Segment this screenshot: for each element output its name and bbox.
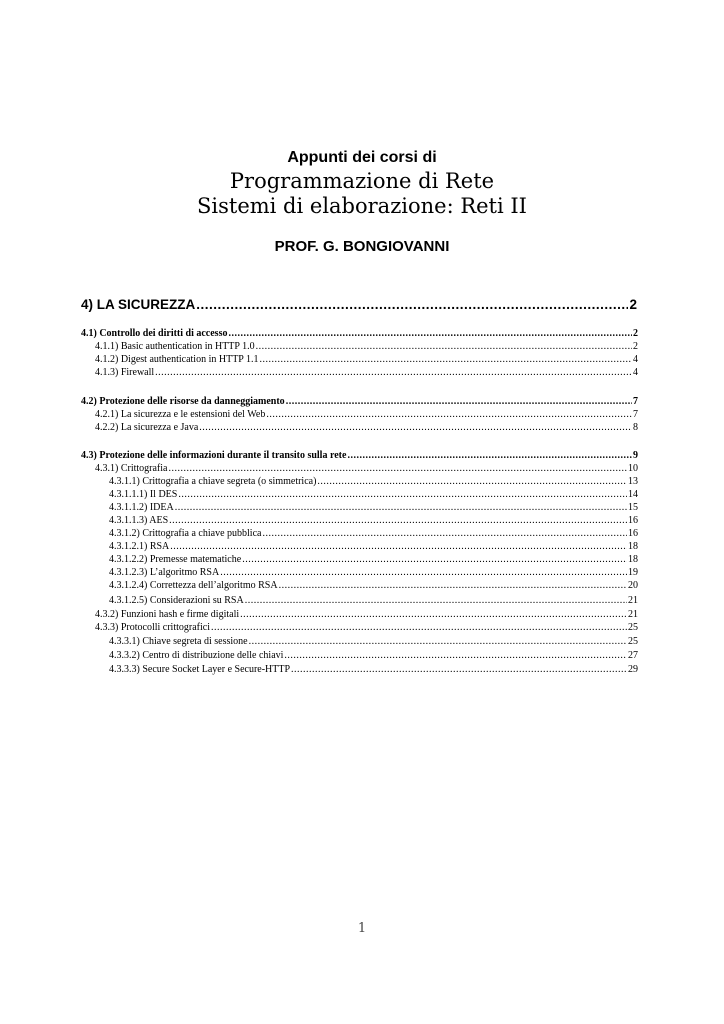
toc-entry-label: 4.3.3.3) Secure Socket Layer e Secure-HTTP [109,664,291,675]
toc-leader-dots [168,463,627,475]
toc-entry[interactable] [95,422,638,434]
toc-entry-page: 16 [628,515,638,526]
toc-leader-dots [266,409,632,421]
toc-entry-page: 29 [628,664,638,675]
toc-entry-page: 2 [629,297,637,312]
toc-leader-dots [220,567,627,579]
toc-entry[interactable] [109,664,638,676]
toc-entry-label: 4.3.1.2) Crittografia a chiave pubblica [109,528,262,539]
toc-entry-page: 18 [628,554,638,565]
toc-leader-dots [260,354,633,366]
toc-leader-dots [286,396,632,408]
toc-entry-page: 25 [628,622,638,633]
toc-leader-dots [249,636,627,648]
toc-entry-page: 19 [628,567,638,578]
toc-entry[interactable] [81,328,638,340]
toc-leader-dots [178,489,627,501]
toc-entry-page: 15 [628,502,638,513]
toc-entry-label: 4.2) Protezione delle risorse da danneggiamento [81,396,285,407]
toc-entry-page: 2 [633,328,638,339]
toc-entry-label: 4.3.1.1.3) AES [109,515,169,526]
toc-entry-label: 4.3.1.2.1) RSA [109,541,170,552]
toc-entry-page: 16 [628,528,638,539]
toc-leader-dots [284,650,627,662]
toc-leader-dots [175,502,627,514]
author-name: PROF. G. BONGIOVANNI [274,238,450,255]
toc-entry-page: 27 [628,650,638,661]
toc-entry-page: 9 [633,450,638,461]
toc-entry-label: 4.3.1.2.3) L’algoritmo RSA [109,567,220,578]
toc-entry-page: 7 [633,409,638,420]
toc-leader-dots [211,622,627,634]
toc-entry-page: 4 [633,354,638,365]
toc-entry-label: 4.3.2) Funzioni hash e firme digitali [95,609,240,620]
toc-entry-label: 4.1.3) Firewall [95,367,155,378]
toc-leader-dots [347,450,632,462]
toc-entry[interactable] [109,595,638,607]
toc-entry[interactable] [81,396,638,408]
toc-entry[interactable] [109,554,638,566]
toc-entry-label: 4.3.1.2.2) Premesse matematiche [109,554,242,565]
document-title-line-2: Sistemi di elaborazione: Reti II [197,194,527,218]
toc-entry[interactable] [109,515,638,527]
toc-entry-page: 7 [633,396,638,407]
toc-entry[interactable] [95,409,638,421]
toc-entry[interactable] [109,528,638,540]
toc-entry-page: 10 [628,463,638,474]
toc-entry-label: 4.3.1.2.5) Considerazioni su RSA [109,595,244,606]
toc-entry-page: 13 [628,476,638,487]
toc-entry[interactable] [95,354,638,366]
toc-entry-label: 4.3.1.1.1) Il DES [109,489,178,500]
toc-entry[interactable] [95,609,638,621]
toc-entry-page: 20 [628,580,638,591]
toc-leader-dots [240,609,627,621]
toc-entry[interactable] [95,622,638,634]
toc-entry-label: 4.3.1.2.4) Correttezza dell’algoritmo RSA [109,580,278,591]
document-title-line-1: Programmazione di Rete [229,169,495,193]
toc-entry-label: 4.3.3) Protocolli crittografici [95,622,210,633]
toc-leader-dots [199,422,632,434]
toc-entry-label: 4.3) Protezione delle informazioni durante il transito sulla rete [81,450,347,461]
toc-entry[interactable] [109,502,638,514]
toc-entry-page: 8 [633,422,638,433]
toc-entry[interactable] [95,367,638,379]
toc-entry-label: 4.3.3.2) Centro di distribuzione delle chiavi [109,650,284,661]
toc-entry[interactable] [95,463,638,475]
toc-entry[interactable] [109,580,638,592]
toc-entry-label: 4.1) Controllo dei diritti di accesso [81,328,228,339]
toc-leader-dots [242,554,627,566]
toc-leader-dots [262,528,627,540]
toc-entry-label: 4.3.1) Crittografia [95,463,168,474]
toc-entry[interactable] [81,297,637,313]
toc-entry-label: 4.3.1.1.2) IDEA [109,502,174,513]
toc-entry-label: 4.1.1) Basic authentication in HTTP 1.0 [95,341,255,352]
toc-entry[interactable] [95,341,638,353]
toc-leader-dots [170,541,627,553]
toc-entry-label: 4.3.3.1) Chiave segreta di sessione [109,636,248,647]
toc-entry-page: 21 [628,609,638,620]
course-subtitle: Appunti dei corsi di [287,149,437,166]
toc-leader-dots [245,595,627,607]
toc-entry-page: 18 [628,541,638,552]
toc-entry[interactable] [109,541,638,553]
page-number: 1 [357,921,367,936]
toc-leader-dots [169,515,627,527]
toc-entry-label: 4.2.1) La sicurezza e le estensioni del Web [95,409,266,420]
toc-entry[interactable] [109,476,638,488]
toc-entry-label: 4.3.1.1) Crittografia a chiave segreta (o simmetrica) [109,476,317,487]
toc-leader-dots [317,476,627,488]
toc-entry-page: 25 [628,636,638,647]
toc-leader-dots [155,367,632,379]
toc-leader-dots [256,341,632,353]
toc-entry[interactable] [81,450,638,462]
toc-entry-page: 14 [628,489,638,500]
toc-leader-dots [291,664,627,676]
toc-entry-page: 21 [628,595,638,606]
toc-entry-label: 4.1.2) Digest authentication in HTTP 1.1 [95,354,259,365]
toc-entry-page: 2 [633,341,638,352]
toc-entry[interactable] [109,489,638,501]
toc-entry-page: 4 [633,367,638,378]
toc-entry[interactable] [109,567,638,579]
toc-entry[interactable] [109,636,638,648]
toc-entry-label: 4.2.2) La sicurezza e Java [95,422,199,433]
toc-leader-dots [279,580,627,592]
toc-entry[interactable] [109,650,638,662]
toc-entry-label: 4) LA SICUREZZA [81,297,196,312]
toc-leader-dots [228,328,632,340]
toc-leader-dots [196,297,628,313]
